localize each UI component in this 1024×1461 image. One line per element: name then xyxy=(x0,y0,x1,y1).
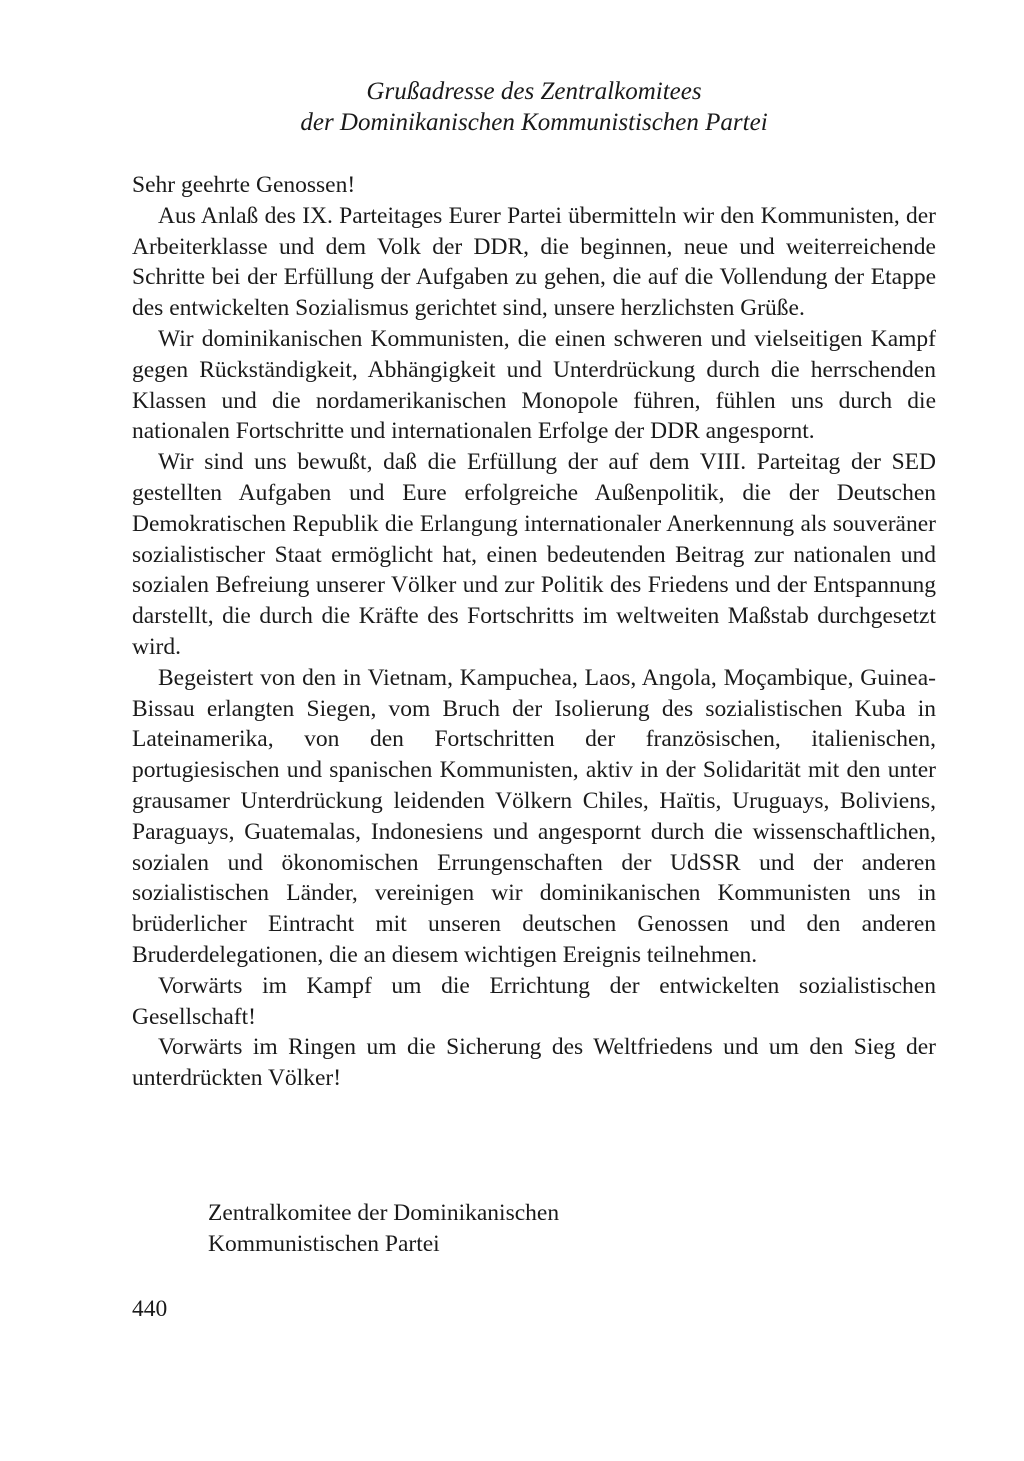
letter-body xyxy=(132,170,936,1094)
paragraph-2: Wir dominikanischen Kommunisten, die einen schweren und vielseitigen Kampf gegen Rückständigkeit, Abhängigkeit und Unterdrückung durch die herrschenden Klassen und die nordamerikanischen Monopole führen, fühlen uns durch die nationalen Fortschritte und internationalen Erfolge der DDR angespornt. xyxy=(132,325,936,445)
paragraph-5: Vorwärts im Kampf um die Errichtung der entwickelten sozialistischen Gesellschaft! xyxy=(132,972,936,1030)
document-heading xyxy=(132,76,936,138)
signature-line-2: Kommunistischen Partei xyxy=(208,1231,440,1257)
paragraph-4: Begeistert von den in Vietnam, Kampuchea, Laos, Angola, Moçambique, Guinea-Bissau erlangten Siegen, vom Bruch der Isolierung des sozialistischen Kuba in Lateinamerika, von den Fortschritten der französischen, italienischen, portugiesischen und spanischen Kommunisten, aktiv in der Solidarität mit den unter grausamer Unterdrückung leidenden Völkern Chiles, Haïtis, Uruguays, Boliviens, Paraguays, Guatemalas, Indonesiens und angespornt durch die wissenschaftlichen, sozialen und ökonomischen Errungenschaften der UdSSR und der anderen sozialistischen Länder, vereinigen wir dominikanischen Kommunisten uns in brüderlicher Eintracht mit unseren deutschen Genossen und den anderen Bruderdelegationen, die an diesem wichtigen Ereignis teilnehmen. xyxy=(132,664,936,968)
paragraph-6: Vorwärts im Ringen um die Sicherung des Weltfriedens und um den Sieg der unterdrückten Völker! xyxy=(132,1034,936,1092)
salutation: Sehr geehrte Genossen! xyxy=(132,172,356,198)
page-number: 440 xyxy=(132,1296,168,1322)
paragraph-1: Aus Anlaß des IX. Parteitages Eurer Partei übermitteln wir den Kommunisten, der Arbeiterklasse und dem Volk der DDR, die beginnen, neue und weiterreichende Schritte bei der Erfüllung der Aufgaben zu gehen, die auf die Vollendung der Etappe des entwickelten Sozialismus gerichtet sind, unsere herzlichsten Grüße. xyxy=(132,202,936,322)
signature-block xyxy=(208,1198,559,1260)
signature-line-1: Zentralkomitee der Dominikanischen xyxy=(208,1200,560,1226)
heading-line-1: Grußadresse des Zentralkomitees xyxy=(366,78,702,105)
heading-line-2: der Dominikanischen Kommunistischen Partei xyxy=(300,109,768,136)
paragraph-3: Wir sind uns bewußt, daß die Erfüllung der auf dem VIII. Parteitag der SED gestellten Aufgaben und Eure erfolgreiche Außenpolitik, die der Deutschen Demokratischen Republik die Erlangung internationaler Anerkennung als souveräner sozialistischer Staat ermöglicht hat, einen bedeutenden Beitrag zur nationalen und sozialen Befreiung unserer Völker und zur Politik des Friedens und der Entspannung darstellt, die durch die Kräfte des Fortschritts im weltweiten Maßstab durchgesetzt wird. xyxy=(132,449,936,660)
